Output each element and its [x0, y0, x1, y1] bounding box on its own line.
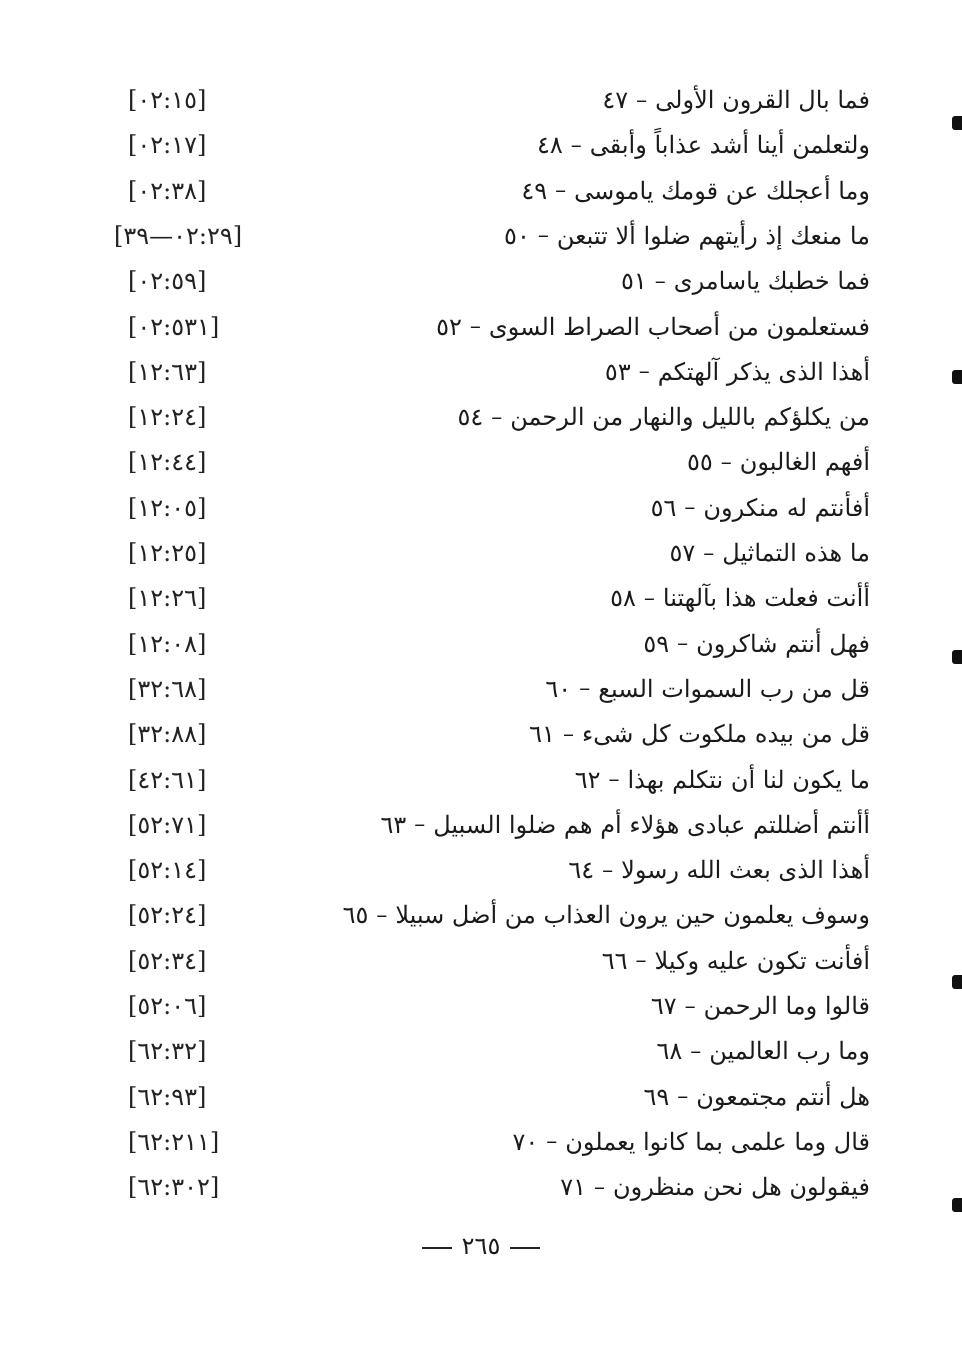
entry-phrase — [436, 313, 870, 341]
entry-text: فيقولون هل نحن منظرون — [613, 1173, 870, 1202]
entry-row — [100, 1077, 870, 1117]
page-number: ٢٦٥ — [461, 1232, 501, 1260]
entry-phrase — [529, 720, 870, 748]
entry-dash: – — [546, 1129, 558, 1155]
entry-row — [100, 986, 870, 1026]
verse-reference: [٥٢:٢١] — [128, 539, 207, 567]
entry-number: ٤٨ — [536, 131, 563, 160]
verse-reference: [٦٠:٢٥] — [128, 992, 207, 1020]
entry-phrase — [669, 539, 870, 567]
entry-number: ٥٧ — [669, 539, 696, 567]
verse-reference: [٤٤:٢١] — [128, 448, 207, 477]
verse-reference: [٥١:٢٠] — [128, 86, 207, 114]
entry-text: أأنت فعلت هذا بآلهتنا — [662, 584, 870, 613]
entry-phrase — [656, 1037, 870, 1065]
entry-row — [100, 216, 870, 256]
page-footer — [0, 1232, 962, 1260]
entry-row — [100, 805, 870, 845]
entry-row — [100, 1031, 870, 1071]
entry-number: ٥٨ — [610, 584, 636, 613]
entry-phrase — [537, 131, 870, 159]
entry-number: ٥٤ — [457, 403, 484, 432]
verse-reference: [٦٢:٢١] — [128, 584, 207, 613]
entry-text: أفهم الغالبون — [739, 448, 870, 477]
entry-dash: – — [555, 178, 567, 204]
entry-number: ٦٦ — [601, 946, 628, 975]
entry-phrase — [602, 947, 870, 975]
entry-dash: – — [376, 902, 388, 928]
entry-phrase — [560, 1173, 870, 1201]
footer-rule-left — [422, 1247, 452, 1249]
entry-row — [100, 1122, 870, 1162]
entry-row — [100, 125, 870, 165]
entry-number: ٦٠ — [545, 674, 572, 703]
entry-phrase — [380, 811, 870, 839]
entry-row — [100, 624, 870, 664]
entry-phrase — [610, 584, 870, 612]
entry-number: ٥٠ — [504, 221, 530, 250]
entry-phrase — [651, 494, 870, 522]
entry-text: أفأنت تكون عليه وكيلا — [654, 946, 870, 975]
entry-phrase — [504, 222, 870, 250]
entry-dash: – — [703, 540, 715, 566]
verse-reference: [٤١:٢٥] — [128, 856, 207, 885]
entry-phrase — [644, 1083, 871, 1111]
entry-number: ٦٩ — [643, 1082, 670, 1111]
entry-number: ٦٤ — [568, 856, 595, 885]
entry-dash: – — [562, 721, 574, 747]
entry-text: فستعلمون من أصحاب الصراط السوى — [488, 312, 870, 341]
entry-text: قل من رب السموات السبع — [598, 674, 870, 703]
verse-reference: [٣٩:٢٦] — [128, 1082, 207, 1111]
entry-row — [100, 261, 870, 301]
entry-text: أأنتم أضللتم عبادى هؤلاء أم هم ضلوا السبيل — [433, 810, 870, 839]
entry-dash: – — [579, 676, 591, 702]
entry-number: ٥٥ — [686, 448, 713, 477]
entry-number: ٦٣ — [380, 810, 407, 839]
entry-phrase — [651, 992, 870, 1020]
entry-text: أهذا الذى يذكر آلهتكم — [657, 357, 870, 386]
entry-dash: – — [684, 993, 696, 1019]
verse-reference: [١٣٥:٢٠] — [128, 312, 220, 341]
entry-dash: – — [684, 495, 696, 521]
entry-phrase — [602, 86, 870, 114]
entry-text: ولتعلمن أينا أشد عذاباً وأبقى — [589, 131, 870, 160]
entry-number: ٥١ — [621, 267, 647, 296]
entry-number: ٧١ — [560, 1173, 586, 1202]
entry-dash: – — [636, 87, 648, 113]
entry-text: قل من بيده ملكوت كل شىء — [581, 720, 870, 749]
verse-reference: [٣٦:٢١] — [128, 357, 207, 386]
entry-dash: – — [690, 1038, 702, 1064]
verse-reference: [١٧:٢٥] — [128, 810, 207, 839]
entry-dash: – — [602, 857, 614, 883]
entry-phrase — [605, 358, 870, 386]
entry-phrase — [687, 448, 870, 476]
verse-reference: [١٦:٢٤] — [128, 765, 207, 794]
entry-text: وما رب العالمين — [709, 1037, 870, 1066]
entry-dash: – — [677, 1084, 689, 1110]
entry-number: ٦٥ — [342, 901, 369, 930]
entry-phrase — [575, 766, 870, 794]
entry-text: أهذا الذى بعث الله رسولا — [621, 856, 870, 885]
verse-reference: [٢٣:٢٦] — [128, 1037, 207, 1066]
entry-dash: – — [570, 132, 582, 158]
entry-number: ٥٢ — [436, 312, 462, 341]
entry-phrase — [621, 267, 870, 295]
verse-reference: [٨٣:٢٠] — [128, 176, 207, 205]
entry-text: أفأنتم له منكرون — [703, 493, 870, 522]
entry-text: قال وما علمى بما كانوا يعملون — [565, 1127, 870, 1156]
footer-rule-right — [510, 1247, 540, 1249]
entry-row — [100, 895, 870, 935]
entry-text: فما خطبك ياسامرى — [673, 267, 870, 296]
entry-row — [100, 352, 870, 392]
entry-row — [100, 941, 870, 981]
verse-reference: [٢٠٣:٢٦] — [128, 1173, 220, 1202]
entry-row — [100, 442, 870, 482]
entry-dash: – — [608, 767, 620, 792]
edge-mark — [952, 975, 962, 989]
verse-reference: [٨٠:٢١] — [128, 629, 207, 658]
entry-text: هل أنتم مجتمعون — [696, 1082, 870, 1111]
entry-text: فما بال القرون الأولى — [655, 86, 870, 114]
edge-mark — [952, 370, 962, 384]
entry-dash: – — [635, 948, 647, 974]
entry-text: فهل أنتم شاكرون — [696, 629, 870, 658]
entry-text: وما أعجلك عن قومك ياموسى — [574, 176, 870, 205]
entry-phrase — [545, 675, 870, 703]
entry-row — [100, 397, 870, 437]
entry-dash: – — [643, 585, 655, 611]
entry-dash: – — [414, 812, 426, 838]
entry-text: ما هذه التماثيل — [722, 539, 870, 567]
entry-row — [100, 488, 870, 528]
entry-row — [100, 80, 870, 120]
entry-phrase — [521, 177, 870, 205]
entry-row — [100, 760, 870, 800]
entry-text: وسوف يعلمون حين يرون العذاب من أضل سبيلا — [395, 901, 870, 930]
verse-reference: [٥٠:٢١] — [128, 493, 207, 522]
entry-row — [100, 669, 870, 709]
entry-number: ٥٩ — [643, 629, 670, 658]
entry-number: ٤٩ — [521, 176, 548, 205]
entry-row — [100, 714, 870, 754]
entry-dash: – — [469, 314, 481, 339]
entry-phrase — [343, 901, 870, 929]
edge-mark — [952, 1198, 962, 1212]
entry-phrase — [512, 1128, 870, 1156]
verse-reference: [٤٢:٢٥] — [128, 901, 207, 930]
entry-number: ٤٧ — [602, 86, 629, 114]
verse-reference: [٧١:٢٠] — [128, 131, 207, 160]
entry-dash: – — [677, 631, 689, 657]
entry-number: ٦٨ — [656, 1037, 683, 1066]
entry-row — [100, 578, 870, 618]
entry-row — [100, 171, 870, 211]
entry-number: ٦٢ — [574, 765, 601, 794]
verse-reference: [٨٨:٢٣] — [128, 720, 207, 749]
entry-row — [100, 307, 870, 347]
entry-text: من يكلؤكم بالليل والنهار من الرحمن — [510, 403, 870, 432]
entry-phrase — [643, 630, 870, 658]
edge-mark — [952, 650, 962, 664]
entry-number: ٧٠ — [512, 1127, 539, 1156]
entry-number: ٦٧ — [650, 992, 677, 1020]
verse-reference: [٩٥:٢٠] — [128, 267, 207, 296]
entry-number: ٥٦ — [650, 493, 677, 522]
entry-text: ما منعك إذ رأيتهم ضلوا ألا تتبعن — [556, 221, 870, 250]
entry-phrase — [458, 403, 871, 431]
entry-number: ٥٣ — [604, 357, 631, 386]
verse-reference: [٨٦:٢٣] — [128, 674, 207, 703]
entry-dash: – — [654, 268, 666, 294]
entry-dash: – — [537, 223, 549, 249]
verse-reference: [٤٣:٢٥] — [128, 946, 207, 975]
edge-mark — [952, 116, 962, 130]
verse-reference: [١١٢:٢٦] — [128, 1127, 220, 1156]
entry-dash: – — [594, 1174, 605, 1200]
entry-row — [100, 850, 870, 890]
entry-dash: – — [720, 449, 732, 475]
verse-reference: [٩٢:٢٠—٩٣] — [114, 221, 243, 250]
entry-text: ما يكون لنا أن نتكلم بهذا — [627, 765, 870, 794]
entry-phrase — [568, 856, 870, 884]
verse-reference: [٤٢:٢١] — [128, 403, 207, 432]
entry-dash: – — [638, 359, 650, 385]
entry-text: قالوا وما الرحمن — [703, 992, 870, 1020]
entry-row — [100, 533, 870, 573]
entry-dash: – — [491, 404, 503, 430]
entry-row — [100, 1167, 870, 1207]
entry-number: ٦١ — [529, 720, 555, 749]
